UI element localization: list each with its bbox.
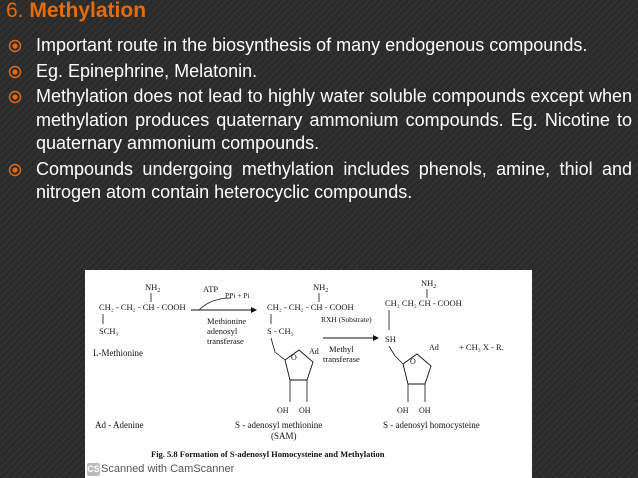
sam-chain: CH₂ - CH₂ - CH - COOH [267,302,354,312]
circled-dot-icon [8,90,22,104]
sah-oh-1: OH [397,406,409,415]
circled-dot-icon [8,163,22,177]
camscanner-logo: CS [87,464,100,474]
sh-label: SH [385,334,396,344]
title-text: Methylation [29,0,147,22]
slide-title [6,0,146,24]
sam-nh2-label: $NH_2$ [313,282,329,294]
bullet-item [0,158,632,205]
bullet-list [0,34,632,207]
sah-ad-label: Ad [429,343,439,352]
bullet-text: Compounds undergoing methylation includes phenols, amine, thiol and nitrogen atom contain heterocyclic compounds. [36,158,632,202]
sch3-label: SCH₃ [99,326,119,336]
bullet-item [0,34,632,58]
atp-label: ATP [203,284,219,294]
sam-ring-o: O [291,353,297,362]
sam-ad-label: Ad [309,347,319,356]
methyl-line1: Methyl [329,344,354,354]
figure-caption: Fig. 5.8 Formation of S-adenosyl Homocysteine and Methylation [151,449,385,459]
enzyme1-line2: adenosyl [207,326,238,336]
s-ch3-label: S - CH₃ [267,326,294,336]
title-number: 6. [6,0,24,22]
sam-abbrev-label: (SAM) [271,431,297,441]
bullet-text: Eg. Epinephrine, Melatonin. [36,60,258,81]
bullet-item [0,85,632,156]
ppi-label: PPi + Pi [225,291,250,300]
circled-dot-icon [8,65,22,79]
scanned-text: Scanned with CamScanner [101,463,235,475]
nh2-label: $NH_2$ [145,282,161,294]
scanner-watermark [87,463,234,476]
methionine-chain: CH₂ - CH₂ - CH - COOH [99,302,186,312]
sah-oh-2: OH [419,406,431,415]
enzyme1-line1: Methionine [207,316,247,326]
methyl-line2: transferase [323,354,360,364]
sam-oh-1: OH [277,406,289,415]
ch3xr-label: + CH₃ X - R. [459,342,504,352]
enzyme1-line3: transferase [207,336,244,346]
sah-full-label: S - adenosyl homocysteine [383,420,480,430]
sah-chain: CH₂ CH₂ CH - COOH [385,298,462,308]
l-methionine-label: L-Methionine [93,348,143,358]
sah-nh2-label: $NH_2$ [421,278,437,290]
bullet-text: Important route in the biosynthesis of many endogenous compounds. [36,35,588,55]
sah-ring-o: O [410,357,416,366]
circled-dot-icon [8,39,22,53]
sam-oh-2: OH [299,406,311,415]
bullet-item [0,60,632,84]
rxh-label: RXH (Substrate) [321,315,372,324]
sam-full-label: S - adenosyl methionine [235,420,323,430]
reaction-diagram [85,270,532,478]
ad-adenine-label: Ad - Adenine [95,420,144,430]
methylation-figure [85,270,532,478]
bullet-text: Methylation does not lead to highly water soluble compounds except when methylation produces quaternary ammonium compounds. Eg. Nicotine to quaternary ammonium compounds. [36,86,632,153]
